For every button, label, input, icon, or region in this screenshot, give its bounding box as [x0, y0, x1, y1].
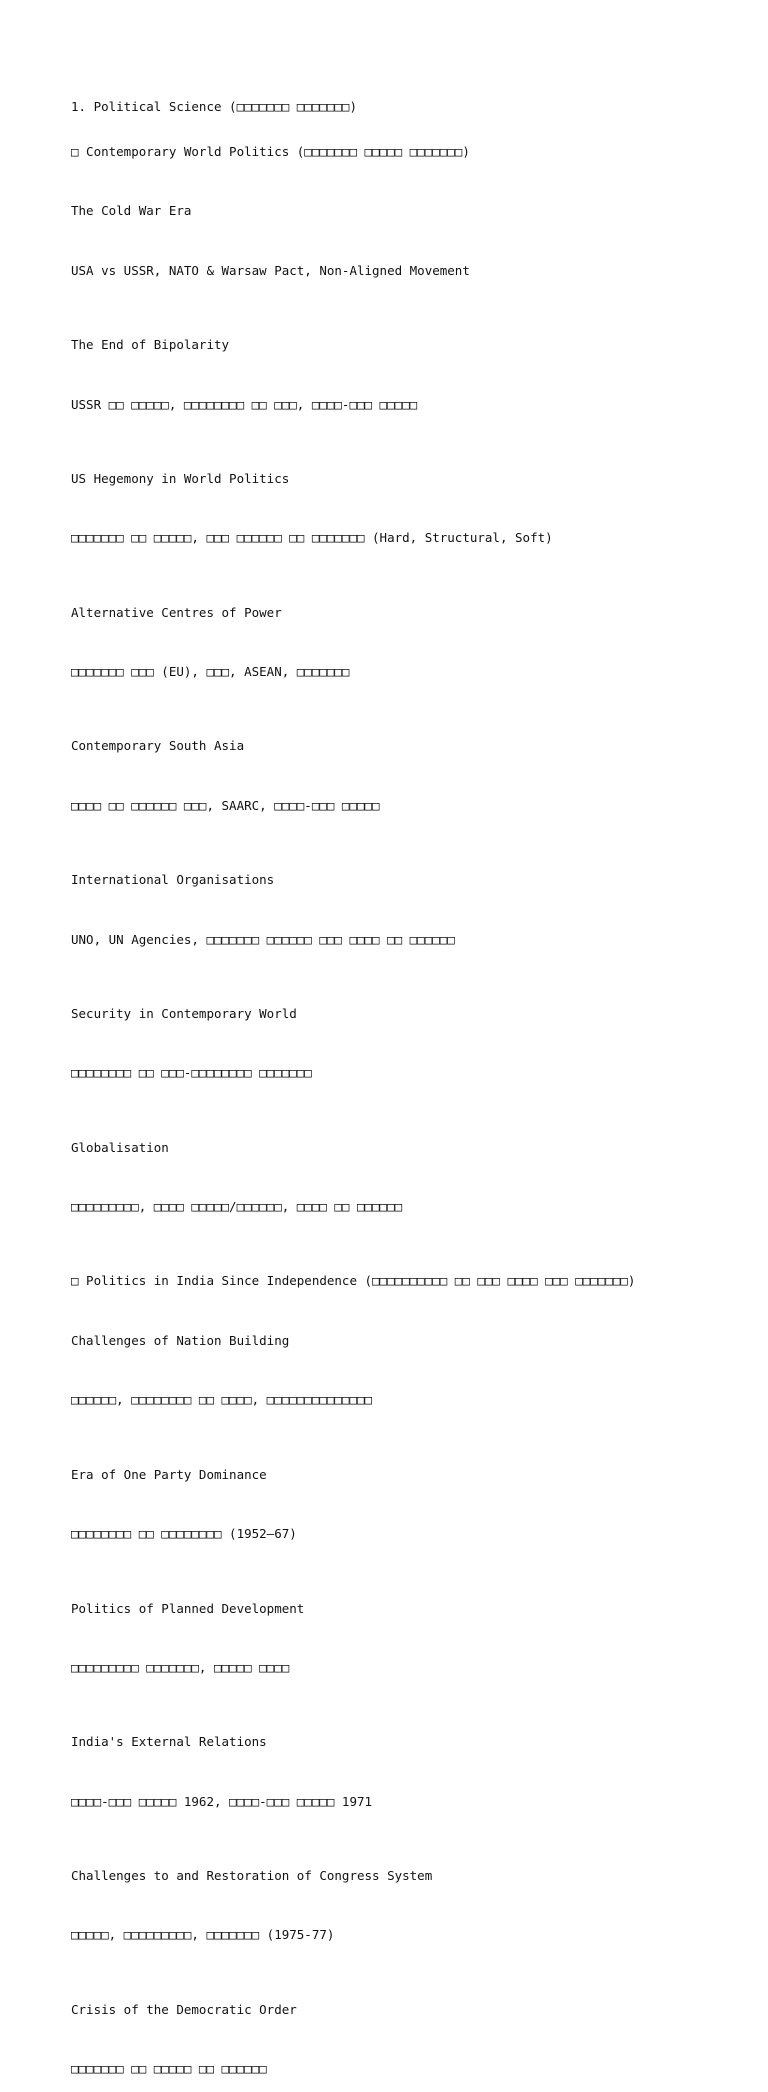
- topic-title: Era of One Party Dominance: [71, 1466, 267, 1482]
- topic-title: Globalisation: [71, 1139, 169, 1155]
- topic-title: International Organisations: [71, 872, 275, 888]
- topic-detail: USSR □□ □□□□□, □□□□□□□□ □□ □□□, □□□□-□□□ □□□□□: [71, 396, 418, 412]
- topic-detail: □□□□□□□□ □□ □□□-□□□□□□□□ □□□□□□□: [71, 1065, 312, 1081]
- document-body: [71, 70, 748, 2092]
- topic-detail: USA vs USSR, NATO & Warsaw Pact, Non-Aligned Movement: [71, 262, 470, 278]
- topic-title: The End of Bipolarity: [71, 337, 230, 353]
- topic-title: Security in Contemporary World: [71, 1005, 297, 1021]
- topic-title: Challenges to and Restoration of Congress System: [71, 1868, 433, 1884]
- part-b-title: □ Politics in India Since Independence (□□□□□□□□□□ □□ □□□ □□□□ □□□ □□□□□□□): [71, 1273, 636, 1289]
- topic-detail: □□□□□□□ □□ □□□□□, □□□ □□□□□□ □□ □□□□□□□ (Hard, Structural, Soft): [71, 530, 553, 546]
- topic-detail: □□□□□, □□□□□□□□□, □□□□□□□ (1975-77): [71, 1927, 335, 1943]
- topic-title: Politics of Planned Development: [71, 1600, 305, 1616]
- topic-title: Crisis of the Democratic Order: [71, 2001, 297, 2017]
- topic-title: Contemporary South Asia: [71, 738, 245, 754]
- topic-detail: □□□□ □□ □□□□□□ □□□, SAARC, □□□□-□□□ □□□□□: [71, 797, 380, 813]
- topic-title: The Cold War Era: [71, 203, 192, 219]
- topic-detail: UNO, UN Agencies, □□□□□□□ □□□□□□ □□□ □□□□ □□ □□□□□□: [71, 931, 455, 947]
- topic-title: Alternative Centres of Power: [71, 604, 282, 620]
- topic-detail: □□□□□□□□ □□ □□□□□□□□ (1952–67): [71, 1526, 297, 1542]
- topic-detail: □□□□□□□ □□ □□□□□ □□ □□□□□□: [71, 2061, 267, 2077]
- topic-title: US Hegemony in World Politics: [71, 470, 290, 486]
- topic-title: Challenges of Nation Building: [71, 1333, 290, 1349]
- part-a-title: □ Contemporary World Politics (□□□□□□□ □□□□□ □□□□□□□): [71, 143, 470, 159]
- topic-detail: □□□□□□, □□□□□□□□ □□ □□□□, □□□□□□□□□□□□□□: [71, 1392, 373, 1408]
- topic-detail: □□□□□□□□□, □□□□ □□□□□/□□□□□□, □□□□ □□ □□□□□□: [71, 1199, 403, 1214]
- topic-detail: □□□□-□□□ □□□□□ 1962, □□□□-□□□ □□□□□ 1971: [71, 1793, 373, 1809]
- document-heading: 1. Political Science (□□□□□□□ □□□□□□□): [71, 99, 357, 114]
- topic-detail: □□□□□□□□□ □□□□□□□, □□□□□ □□□□: [71, 1659, 290, 1675]
- topic-detail: □□□□□□□ □□□ (EU), □□□, ASEAN, □□□□□□□: [71, 664, 350, 679]
- topic-title: India's External Relations: [71, 1734, 267, 1750]
